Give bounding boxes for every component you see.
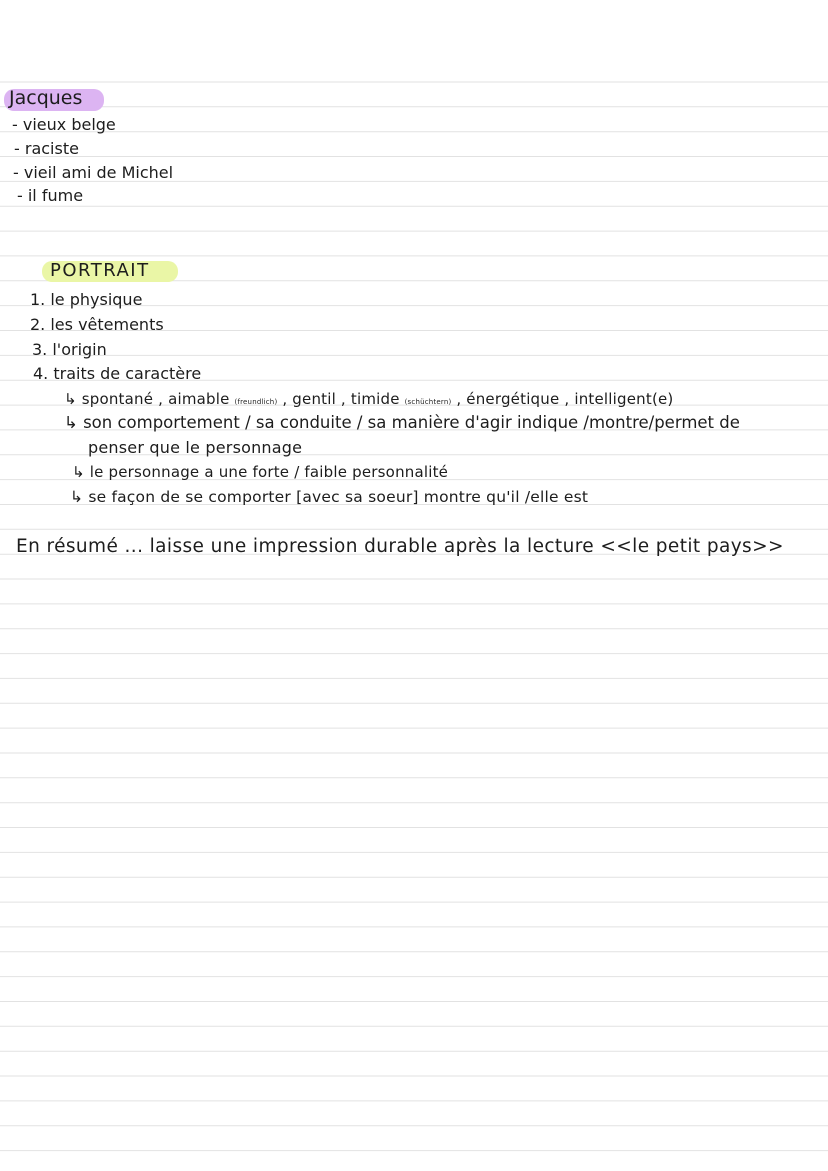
portrait-heading: PORTRAIT (50, 260, 150, 281)
facon-line: ↳ se façon de se comporter [avec sa soeur] montre qu'il /elle est (70, 488, 589, 506)
portrait-item: 4. traits de caractère (33, 364, 202, 383)
quality-aimable-translation: (freundlich) (234, 398, 278, 406)
comportement-line: ↳ son comportement / sa conduite / sa manière d'agir indique /montre/permet de (64, 413, 740, 432)
quality-gentil: , gentil , (282, 390, 346, 408)
portrait-item: 1. le physique (30, 290, 143, 309)
trait-item: - il fume (17, 186, 84, 205)
comportement-line-continued: penser que le personnage (88, 438, 303, 457)
character-name: Jacques (9, 87, 83, 109)
personnage-line: ↳ le personnage a une forte / faible personnalité (72, 463, 449, 481)
qualities-line (64, 392, 673, 407)
portrait-item: 2. les vêtements (30, 315, 164, 334)
quality-rest: , énergétique , intelligent(e) (456, 390, 674, 408)
portrait-item: 3. l'origin (32, 340, 107, 359)
quality-aimable: aimable (168, 390, 230, 408)
summary-line: En résumé ... laisse une impression durable après la lecture <<le petit pays>> (16, 536, 784, 557)
trait-item: - vieil ami de Michel (13, 163, 174, 182)
quality-spontane: ↳ spontané , (64, 390, 164, 408)
quality-timide-translation: (schüchtern) (404, 398, 452, 406)
quality-timide: timide (350, 390, 400, 408)
trait-item: - vieux belge (12, 115, 116, 134)
trait-item: - raciste (14, 139, 79, 158)
